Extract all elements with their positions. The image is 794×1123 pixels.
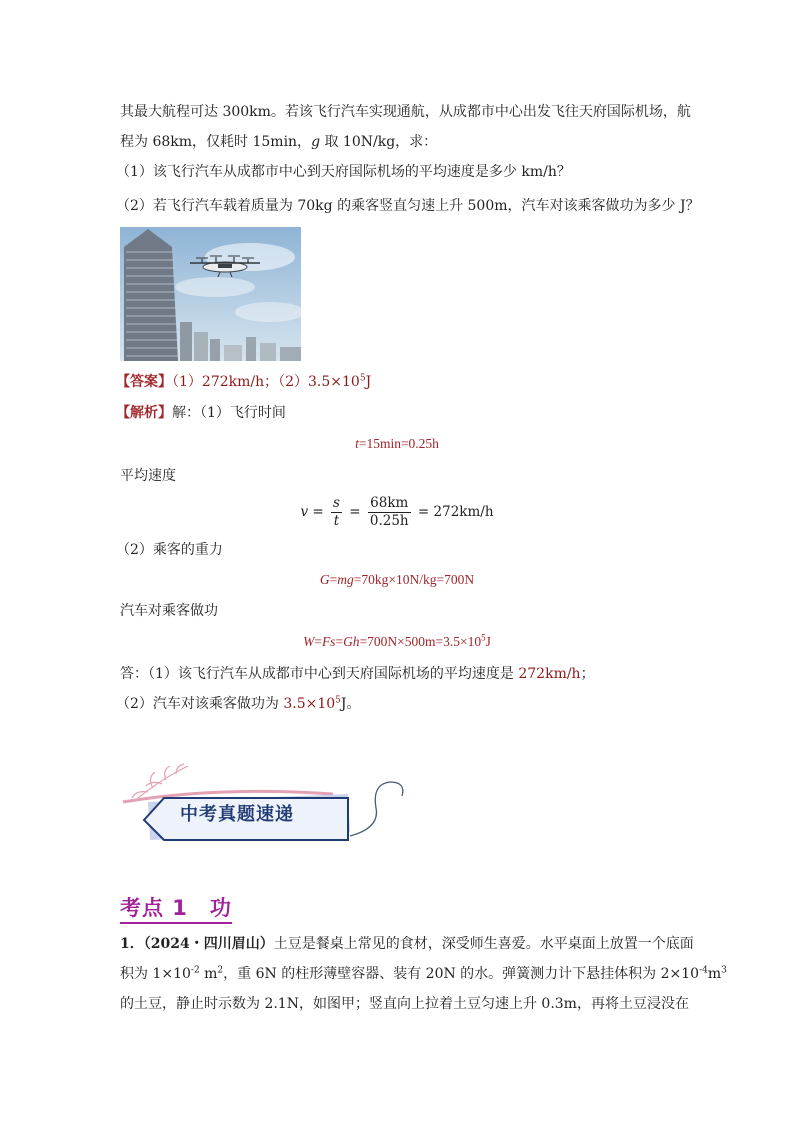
question-2: （2）若飞行汽车载着质量为 70kg 的乘客竖直匀速上升 500m，汽车对该乘客做功为多少 J？ xyxy=(116,198,700,214)
eq-mg: mg xyxy=(337,572,354,587)
question-1-source: （2024・四川眉山） xyxy=(143,936,274,952)
analysis-intro: 解：（1）飞行时间 xyxy=(172,405,286,421)
frac2-num: 68km xyxy=(368,495,411,513)
conclusion-1-c: ； xyxy=(580,666,595,682)
conclusion-2-exp: 5 xyxy=(335,695,341,706)
eq-Fs: Fs xyxy=(321,634,336,649)
answer-text xyxy=(172,374,371,390)
question-1-line-3: 的土豆，静止时示数为 2.1N，如图甲；竖直向上拉着土豆匀速上升 0.3m，再将土豆浸没在 xyxy=(120,996,689,1012)
q1-l2-a: 积为 1×10 xyxy=(120,966,191,982)
eq-W-2: = xyxy=(335,634,344,649)
eq-time-rest: =15min=0.25h xyxy=(358,436,439,451)
gravity-label: （2）乘客的重力 xyxy=(116,542,223,558)
fraction-s-over-t xyxy=(331,495,342,530)
question-1-text-1: 土豆是餐桌上常见的食材，深受师生喜爱。水平桌面上放置一个底面 xyxy=(273,936,694,952)
question-1-number: 1． xyxy=(120,936,144,952)
eq-W-unit: J xyxy=(485,634,491,649)
q1-l2-d: m xyxy=(707,966,722,982)
q1-l2-b: m xyxy=(199,966,218,982)
conclusion-1 xyxy=(120,664,595,684)
eq-G: G xyxy=(319,572,330,587)
question-1: （1）该飞行汽车从成都市中心到天府国际机场的平均速度是多少 km/h？ xyxy=(116,164,571,180)
eq-equals-1: = xyxy=(308,504,329,520)
eq-time-var: t xyxy=(355,436,359,451)
answer-exponent: 5 xyxy=(359,373,366,384)
q1-l2-exp1: -2 xyxy=(190,965,200,976)
q1-l2-exp2: 2 xyxy=(217,965,224,976)
conclusion-2 xyxy=(116,694,361,714)
banner-title: 中考真题速递 xyxy=(180,804,294,825)
answer-text-a: （1）272km/h；（2）3.5×10 xyxy=(172,374,360,390)
eq-W-rest: =700N×500m=3.5×10 xyxy=(359,634,482,649)
answer-line xyxy=(116,372,371,392)
frac1-den: t xyxy=(333,513,340,529)
q1-l2-exp3: -4 xyxy=(699,965,708,976)
eq-W-exp: 5 xyxy=(481,632,486,643)
eq-G-rest: =70kg×10N/kg=700N xyxy=(353,572,475,587)
fraction-values xyxy=(368,495,411,530)
eq-W-1: = xyxy=(314,634,322,649)
question-1-line-1 xyxy=(120,934,694,954)
problem-line-2-a: 程为 68km，仅耗时 15min， xyxy=(120,134,312,150)
q1-l2-exp4: 3 xyxy=(721,965,727,976)
problem-line-2-b: 取 10N/kg，求： xyxy=(320,134,438,150)
gravity-symbol: g xyxy=(311,134,321,150)
leaf-sprig-icon xyxy=(132,764,188,798)
conclusion-2-c: J。 xyxy=(340,696,361,712)
equation-velocity xyxy=(0,494,794,530)
eq-W: W xyxy=(303,634,315,649)
eq-v: v xyxy=(300,504,309,520)
answer-label: 【答案】 xyxy=(116,374,172,390)
frac2-den: 0.25h xyxy=(369,513,409,529)
frac1-num: s xyxy=(333,495,340,511)
section-title: 考点 1 功 xyxy=(120,894,232,924)
equation-time xyxy=(0,434,794,454)
conclusion-1-value: 272km/h xyxy=(518,666,581,682)
conclusion-2-value: 3.5×10 xyxy=(283,696,336,712)
flying-car-photo xyxy=(120,227,301,361)
answer-unit: J xyxy=(365,374,372,390)
eq-v-result: = 272km/h xyxy=(413,504,494,520)
s-curve-decoration xyxy=(350,782,403,836)
q1-l2-c: ，重 6N 的柱形薄壁容器、装有 20N 的水。弹簧测力计下悬挂体积为 2×10 xyxy=(223,966,700,982)
equation-gravity xyxy=(0,570,794,590)
conclusion-1-a: 答：（1）该飞行汽车从成都市中心到天府国际机场的平均速度是 xyxy=(120,666,519,682)
problem-line-1: 其最大航程可达 300km。若该飞行汽车实现通航，从成都市中心出发飞往天府国际机场，航 xyxy=(120,104,691,120)
work-label: 汽车对乘客做功 xyxy=(120,603,218,619)
avg-speed-label: 平均速度 xyxy=(120,468,176,484)
flying-car-illustration xyxy=(120,227,301,361)
equation-work xyxy=(0,632,794,652)
eq-G-mid: = xyxy=(329,572,338,587)
section-banner xyxy=(118,758,418,868)
eq-equals-2: = xyxy=(344,504,365,520)
conclusion-2-a: （2）汽车对该乘客做功为 xyxy=(116,696,284,712)
question-1-line-2 xyxy=(120,964,727,984)
problem-line-2 xyxy=(120,132,437,152)
eq-Gh: Gh xyxy=(343,634,360,649)
analysis-label: 【解析】 xyxy=(116,405,172,421)
analysis-line xyxy=(116,403,286,423)
